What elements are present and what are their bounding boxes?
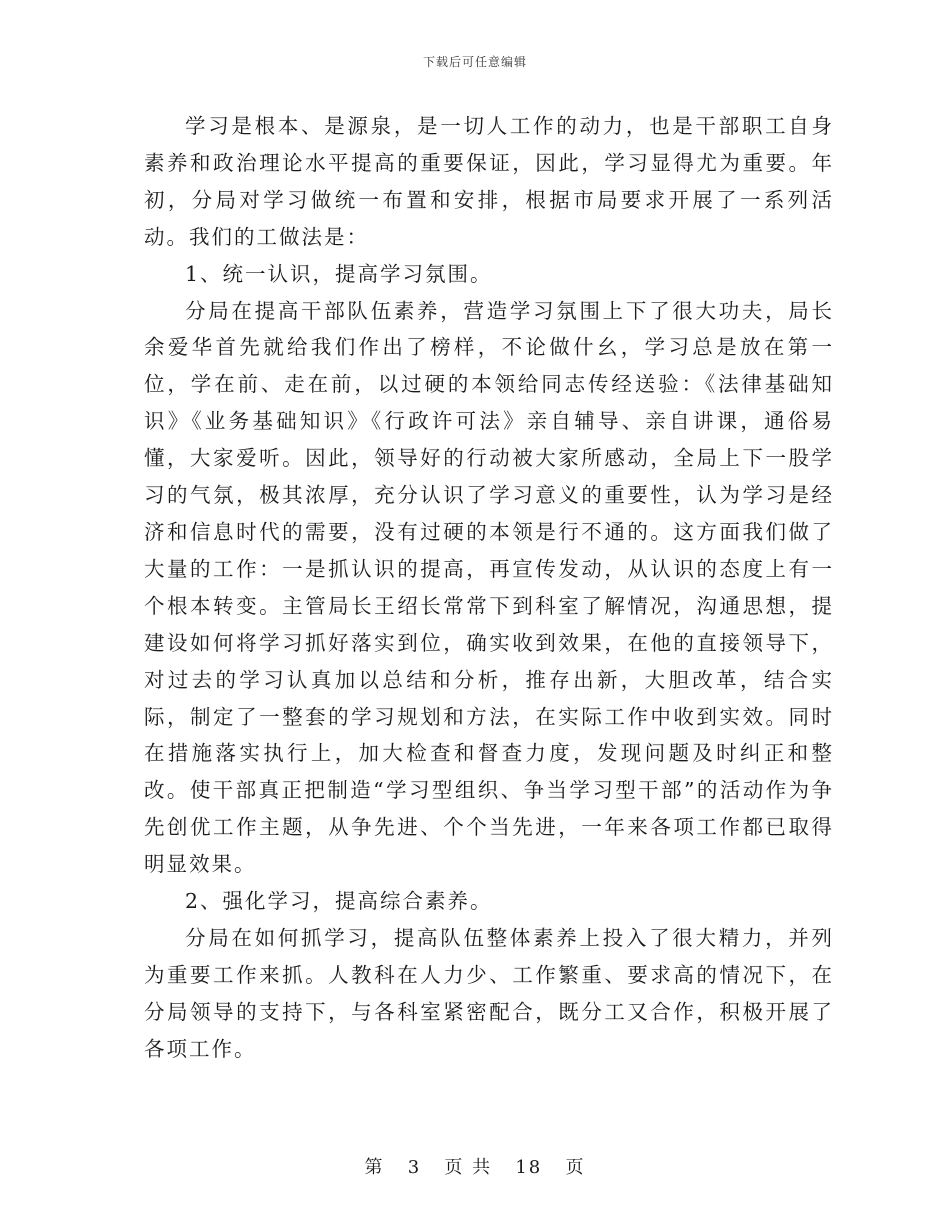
footer-middle: 页 共	[444, 1157, 493, 1178]
paragraph-section-1: 分局在提高干部队伍素养，营造学习氛围上下了很大功夫，局长余爱华首先就给我们作出了榜样，不论做什幺，学习总是放在第一位，学在前、走在前，以过硬的本领给同志传经送验：《法律基础知识》《业务基础知识》《行政许可法》亲自辅导、亲自讲课，通俗易懂，大家爱听。因此，领导好的行动被大家所感动，全局上下一股学习的气氛，极其浓厚，充分认识了学习意义的重要性，认为学习是经济和信息时代的需要，没有过硬的本领是行不通的。这方面我们做了大量的工作：一是抓认识的提高，再宣传发动，从认识的态度上有一个根本转变。主管局长王绍长常常下到科室了解情况，沟通思想，提建设如何将学习抓好落实到位，确实收到效果，在他的直接领导下，对过去的学习认真加以总结和分析，推存出新，大胆改革，结合实际，制定了一整套的学习规划和方法，在实际工作中收到实效。同时在措施落实执行上，加大检查和督查力度，发现问题及时纠正和整改。使干部真正把制造“学习型组织、争当学习型干部”的活动作为争先创优工作主题，从争先进、个个当先进，一年来各项工作都已取得明显效果。	[144, 298, 834, 877]
page-total: 18	[515, 1157, 543, 1178]
document-body	[144, 108, 834, 1068]
footer-prefix: 第	[364, 1157, 385, 1178]
section-heading-2: 2、强化学习，提高综合素养。	[185, 889, 493, 914]
paragraph-intro: 学习是根本、是源泉，是一切人工作的动力，也是干部职工自身素养和政治理论水平提高的重要保证，因此，学习显得尤为重要。年初，分局对学习做统一布置和安排，根据市局要求开展了一系列活动。我们的工做法是：	[144, 114, 834, 249]
page-footer	[0, 1153, 950, 1179]
paragraph-section-2: 分局在如何抓学习，提高队伍整体素养上投入了很大精力，并列为重要工作来抓。人教科在人力少、工作繁重、要求高的情况下，在分局领导的支持下，与各科室紧密配合，既分工又合作，积极开展了各项工作。	[144, 925, 834, 1061]
page-header	[0, 53, 950, 70]
section-heading-1: 1、统一认识，提高学习氛围。	[185, 261, 493, 286]
page-number: 3	[407, 1157, 422, 1178]
footer-suffix: 页	[565, 1157, 586, 1178]
header-text: 下载后可任意编辑	[422, 55, 527, 69]
